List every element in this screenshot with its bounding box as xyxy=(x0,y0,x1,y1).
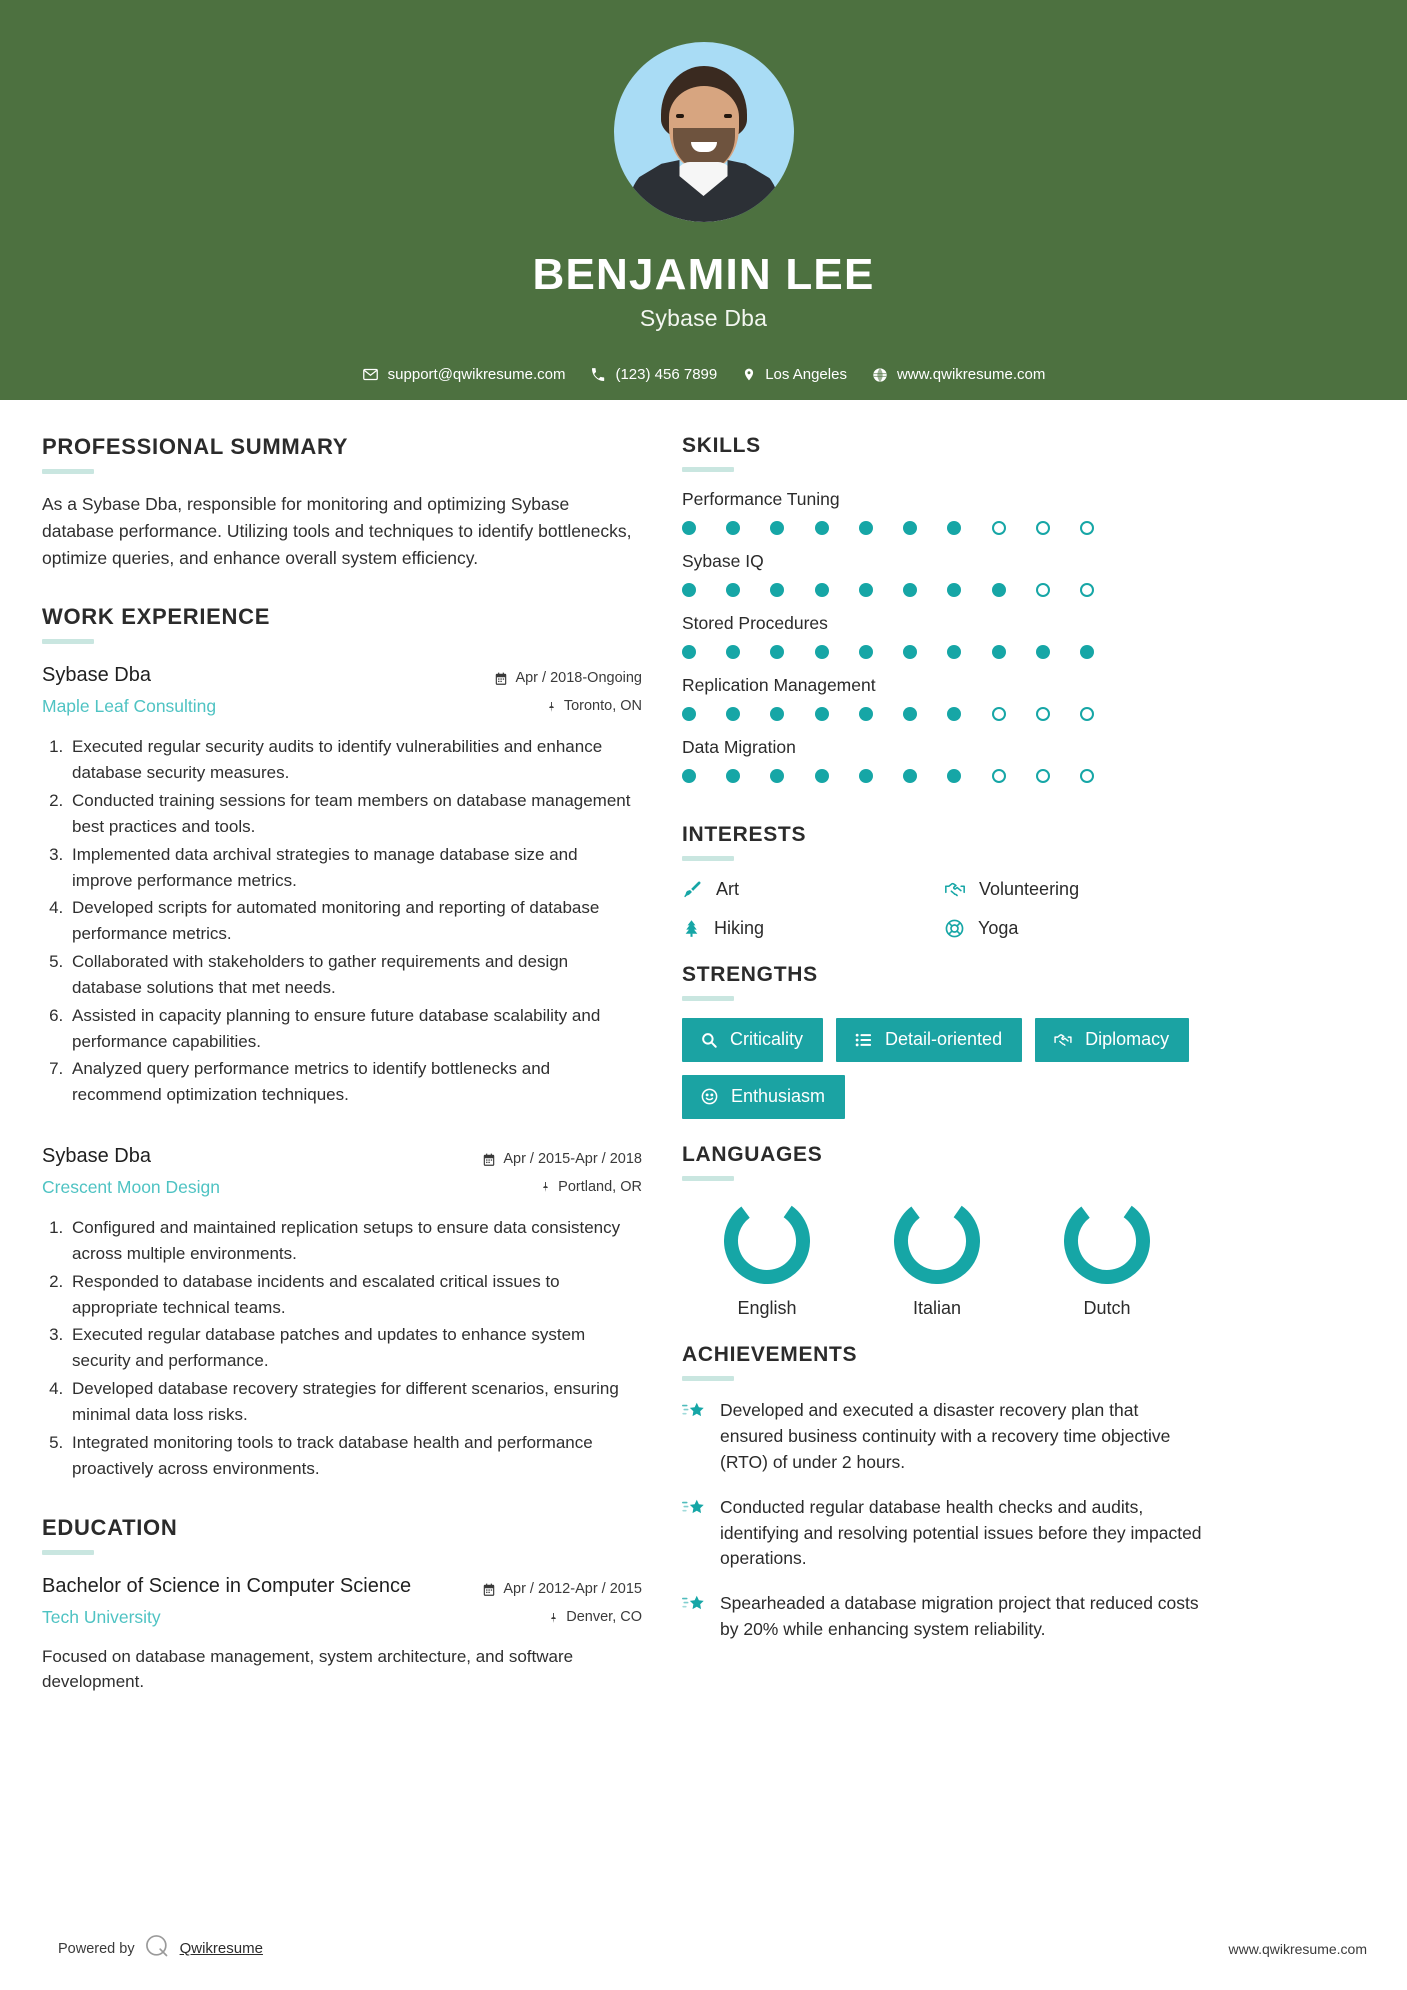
skill-dot-filled xyxy=(815,583,829,597)
skill-dot-filled xyxy=(815,645,829,659)
skill-rating-dots xyxy=(682,583,1094,597)
page-footer xyxy=(0,1933,1407,1964)
section-professional-summary xyxy=(42,434,642,572)
skill-dot-filled xyxy=(1080,645,1094,659)
skill-dot-empty xyxy=(992,707,1006,721)
skill-dot-filled xyxy=(903,521,917,535)
work-location xyxy=(482,1174,642,1202)
skill-rating-dots xyxy=(682,769,1094,783)
achievement-item xyxy=(682,1591,1202,1643)
skill-dot-filled xyxy=(726,583,740,597)
interest-item xyxy=(682,878,944,900)
summary-text: As a Sybase Dba, responsible for monitoring and optimizing Sybase database performance. Utilizing tools and techniques to identify bottlenecks, optimize queries, and enhance overall system efficiency. xyxy=(42,494,632,569)
skill-dot-filled xyxy=(992,583,1006,597)
section-rule xyxy=(682,467,734,472)
skill-rating-dots xyxy=(682,521,1094,535)
skill-dot-filled xyxy=(1036,645,1050,659)
strengths-list xyxy=(682,1018,1202,1119)
skill-dot-filled xyxy=(903,707,917,721)
achievement-item xyxy=(682,1398,1202,1476)
candidate-job-title: Sybase Dba xyxy=(639,305,768,332)
handshake-icon xyxy=(944,878,966,900)
contact-website-text: www.qwikresume.com xyxy=(896,366,1046,384)
powered-by-label: Powered by xyxy=(58,1940,135,1957)
skill-dot-filled xyxy=(726,521,740,535)
skill-dot-filled xyxy=(815,707,829,721)
work-bullet: 5. Collaborated with stakeholders to gather requirements and design database solutions that met needs. xyxy=(68,949,642,1001)
list-icon xyxy=(854,1031,873,1049)
skill-dot-filled xyxy=(947,583,961,597)
work-location xyxy=(494,693,642,721)
left-column xyxy=(42,434,642,1695)
language-name: Italian xyxy=(912,1298,962,1318)
shooting-star-icon xyxy=(682,1495,706,1526)
work-bullet: 5. Integrated monitoring tools to track database health and performance proactively across environments. xyxy=(68,1430,642,1482)
education-school[interactable]: Tech University xyxy=(42,1607,161,1628)
education-degree: Bachelor of Science in Computer Science xyxy=(42,1575,412,1598)
section-rule xyxy=(42,1550,94,1555)
skill-dot-filled xyxy=(682,583,696,597)
work-bullets xyxy=(42,734,642,1108)
language-item xyxy=(1022,1198,1192,1319)
contact-phone[interactable] xyxy=(582,366,725,383)
skill-dot-empty xyxy=(1036,707,1050,721)
location-pin-icon xyxy=(742,366,756,383)
skill-dot-filled xyxy=(859,583,873,597)
skill-name: Data Migration xyxy=(682,737,796,757)
work-dates-text: Apr / 2015-Apr / 2018 xyxy=(503,1151,642,1168)
section-rule xyxy=(682,996,734,1001)
work-bullet: 1. Executed regular security audits to identify vulnerabilities and enhance database security measures. xyxy=(68,734,642,786)
resume-header xyxy=(0,0,1407,400)
map-pin-icon xyxy=(546,700,557,714)
work-bullet: 4. Developed scripts for automated monitoring and reporting of database performance metrics. xyxy=(68,895,642,947)
right-column xyxy=(682,434,1202,1662)
achievements-heading: ACHIEVEMENTS xyxy=(682,1343,858,1366)
work-role: Sybase Dba xyxy=(42,664,151,687)
achievement-item xyxy=(682,1495,1202,1573)
handshake-icon xyxy=(1053,1030,1073,1049)
skill-dot-empty xyxy=(1036,521,1050,535)
contact-email-text: support@qwikresume.com xyxy=(387,366,566,384)
work-org[interactable]: Maple Leaf Consulting xyxy=(42,696,217,717)
language-name: English xyxy=(737,1298,797,1318)
language-name: Dutch xyxy=(1083,1298,1131,1318)
achievement-text: Conducted regular database health checks and audits, identifying and resolving potential issues before they impacted operations. xyxy=(720,1496,1202,1569)
work-location-text: Toronto, ON xyxy=(563,697,642,714)
map-pin-icon xyxy=(548,1611,559,1625)
skill-dot-filled xyxy=(947,707,961,721)
interest-item xyxy=(682,918,944,939)
shooting-star-icon xyxy=(682,1591,706,1622)
language-progress-ring xyxy=(894,1198,980,1284)
contact-website[interactable] xyxy=(864,366,1053,383)
paintbrush-icon xyxy=(682,879,703,900)
section-rule xyxy=(42,469,94,474)
section-languages xyxy=(682,1143,1202,1319)
skill-dot-empty xyxy=(1036,769,1050,783)
section-rule xyxy=(42,639,94,644)
phone-icon xyxy=(590,367,606,383)
section-work-experience xyxy=(42,604,642,1481)
section-interests xyxy=(682,823,1202,939)
contact-phone-text: (123) 456 7899 xyxy=(615,366,718,384)
skill-rating-dots xyxy=(682,645,1094,659)
strength-pill[interactable] xyxy=(682,1075,845,1119)
language-item xyxy=(852,1198,1022,1319)
strength-pill[interactable] xyxy=(836,1018,1022,1062)
qwikresume-brand-link[interactable]: Qwikresume xyxy=(179,1940,263,1957)
calendar-icon xyxy=(482,1583,496,1597)
work-entry xyxy=(42,661,642,1108)
skills-list xyxy=(682,489,1202,783)
interest-item xyxy=(944,918,1202,939)
interest-item xyxy=(944,878,1202,900)
work-bullet: 1. Configured and maintained replication setups to ensure data consistency across multiple environments. xyxy=(68,1215,642,1267)
skill-dot-filled xyxy=(903,645,917,659)
skill-dot-filled xyxy=(770,521,784,535)
skill-dot-empty xyxy=(1036,583,1050,597)
skill-block xyxy=(682,551,1202,597)
education-dates xyxy=(482,1576,642,1604)
summary-heading: PROFESSIONAL SUMMARY xyxy=(42,434,349,459)
work-bullet: 3. Implemented data archival strategies to manage database size and improve performance metrics. xyxy=(68,842,642,894)
skill-block xyxy=(682,675,1202,721)
work-location-text: Portland, OR xyxy=(558,1178,642,1195)
languages-list xyxy=(682,1198,1202,1319)
skill-dot-filled xyxy=(947,645,961,659)
education-entry xyxy=(42,1572,642,1695)
skill-dot-filled xyxy=(992,645,1006,659)
candidate-name: BENJAMIN LEE xyxy=(532,250,875,299)
contact-email[interactable] xyxy=(354,366,574,383)
section-skills xyxy=(682,434,1202,783)
work-dates xyxy=(494,665,642,693)
work-bullets xyxy=(42,1215,642,1481)
strength-label: Enthusiasm xyxy=(731,1086,826,1106)
skill-block xyxy=(682,737,1202,783)
skill-dot-filled xyxy=(770,645,784,659)
section-strengths xyxy=(682,963,1202,1119)
education-dates-text: Apr / 2012-Apr / 2015 xyxy=(503,1581,642,1598)
work-bullet: 6. Assisted in capacity planning to ensure future database scalability and performance capabilities. xyxy=(68,1003,642,1055)
work-bullet: 7. Analyzed query performance metrics to identify bottlenecks and recommend optimization techniques. xyxy=(68,1056,642,1108)
skill-dot-filled xyxy=(682,521,696,535)
skill-dot-filled xyxy=(726,645,740,659)
skill-dot-filled xyxy=(815,521,829,535)
work-bullet: 2. Conducted training sessions for team members on database management best practices and tools. xyxy=(68,788,642,840)
footer-website: www.qwikresume.com xyxy=(1228,1940,1367,1957)
contact-location-text: Los Angeles xyxy=(765,366,847,384)
section-rule xyxy=(682,1376,734,1381)
qwikresume-logo-icon xyxy=(144,1933,171,1964)
education-heading: EDUCATION xyxy=(42,1515,178,1541)
skill-dot-filled xyxy=(770,769,784,783)
strengths-heading: STRENGTHS xyxy=(682,963,818,986)
section-achievements xyxy=(682,1343,1202,1643)
skill-dot-empty xyxy=(1080,521,1094,535)
skill-dot-filled xyxy=(815,769,829,783)
life-ring-icon xyxy=(944,918,965,939)
skill-name: Performance Tuning xyxy=(682,489,840,509)
language-progress-ring xyxy=(1064,1198,1150,1284)
strength-pill[interactable] xyxy=(1035,1018,1189,1062)
education-location xyxy=(482,1604,642,1632)
skill-name: Replication Management xyxy=(682,675,876,695)
strength-pill[interactable] xyxy=(682,1018,823,1062)
shooting-star-icon xyxy=(682,1398,706,1429)
work-entry xyxy=(42,1142,642,1481)
magnifier-icon xyxy=(700,1031,718,1049)
section-rule xyxy=(682,1176,734,1181)
resume-body xyxy=(0,400,1407,1695)
section-rule xyxy=(682,856,734,861)
skill-dot-filled xyxy=(903,583,917,597)
skill-dot-empty xyxy=(1080,707,1094,721)
tree-icon xyxy=(682,918,701,939)
skill-name: Stored Procedures xyxy=(682,613,828,633)
interests-grid xyxy=(682,878,1202,939)
avatar xyxy=(614,42,794,222)
skill-dot-empty xyxy=(1080,583,1094,597)
interest-label: Hiking xyxy=(714,918,765,938)
work-dates-text: Apr / 2018-Ongoing xyxy=(515,670,642,687)
skill-block xyxy=(682,613,1202,659)
skill-dot-filled xyxy=(859,707,873,721)
skill-dot-empty xyxy=(992,769,1006,783)
strength-label: Criticality xyxy=(730,1029,804,1049)
skill-dot-filled xyxy=(947,521,961,535)
language-item xyxy=(682,1198,852,1319)
education-description: Focused on database management, system architecture, and software development. xyxy=(42,1646,574,1692)
skill-name: Sybase IQ xyxy=(682,551,764,571)
skills-heading: SKILLS xyxy=(682,434,761,457)
skill-dot-filled xyxy=(726,769,740,783)
work-heading: WORK EXPERIENCE xyxy=(42,604,271,630)
skill-dot-filled xyxy=(947,769,961,783)
globe-icon xyxy=(872,367,888,383)
achievement-text: Developed and executed a disaster recovery plan that ensured business continuity with a recovery time objective (RTO) of under 2 hours. xyxy=(720,1400,1171,1472)
skill-dot-filled xyxy=(859,645,873,659)
smiley-icon xyxy=(700,1087,719,1106)
languages-heading: LANGUAGES xyxy=(682,1143,823,1166)
skill-dot-empty xyxy=(1080,769,1094,783)
section-education xyxy=(42,1515,642,1695)
calendar-icon xyxy=(494,672,508,686)
work-org[interactable]: Crescent Moon Design xyxy=(42,1177,220,1198)
skill-block xyxy=(682,489,1202,535)
interest-label: Yoga xyxy=(978,918,1019,938)
skill-dot-empty xyxy=(992,521,1006,535)
skill-dot-filled xyxy=(903,769,917,783)
skill-rating-dots xyxy=(682,707,1094,721)
powered-by-block xyxy=(58,1933,263,1964)
calendar-icon xyxy=(482,1153,496,1167)
work-bullet: 4. Developed database recovery strategies for different scenarios, ensuring minimal data loss risks. xyxy=(68,1376,642,1428)
interests-heading: INTERESTS xyxy=(682,823,807,846)
work-role: Sybase Dba xyxy=(42,1145,151,1168)
work-dates xyxy=(482,1146,642,1174)
skill-dot-filled xyxy=(726,707,740,721)
contact-row xyxy=(354,366,1054,383)
language-progress-ring xyxy=(724,1198,810,1284)
skill-dot-filled xyxy=(859,521,873,535)
work-bullet: 2. Responded to database incidents and escalated critical issues to appropriate technical teams. xyxy=(68,1269,642,1321)
skill-dot-filled xyxy=(682,645,696,659)
strength-label: Detail-oriented xyxy=(885,1029,1003,1049)
interest-label: Art xyxy=(716,878,740,899)
skill-dot-filled xyxy=(770,707,784,721)
envelope-icon xyxy=(362,366,379,383)
education-location-text: Denver, CO xyxy=(566,1608,642,1625)
contact-location[interactable] xyxy=(734,366,855,383)
skill-dot-filled xyxy=(859,769,873,783)
skill-dot-filled xyxy=(770,583,784,597)
skill-dot-filled xyxy=(682,707,696,721)
skill-dot-filled xyxy=(682,769,696,783)
map-pin-icon xyxy=(540,1180,551,1194)
strength-label: Diplomacy xyxy=(1085,1029,1170,1049)
work-bullet: 3. Executed regular database patches and updates to enhance system security and performance. xyxy=(68,1322,642,1374)
interest-label: Volunteering xyxy=(979,878,1080,899)
achievement-text: Spearheaded a database migration project that reduced costs by 20% while enhancing system reliability. xyxy=(720,1593,1199,1640)
